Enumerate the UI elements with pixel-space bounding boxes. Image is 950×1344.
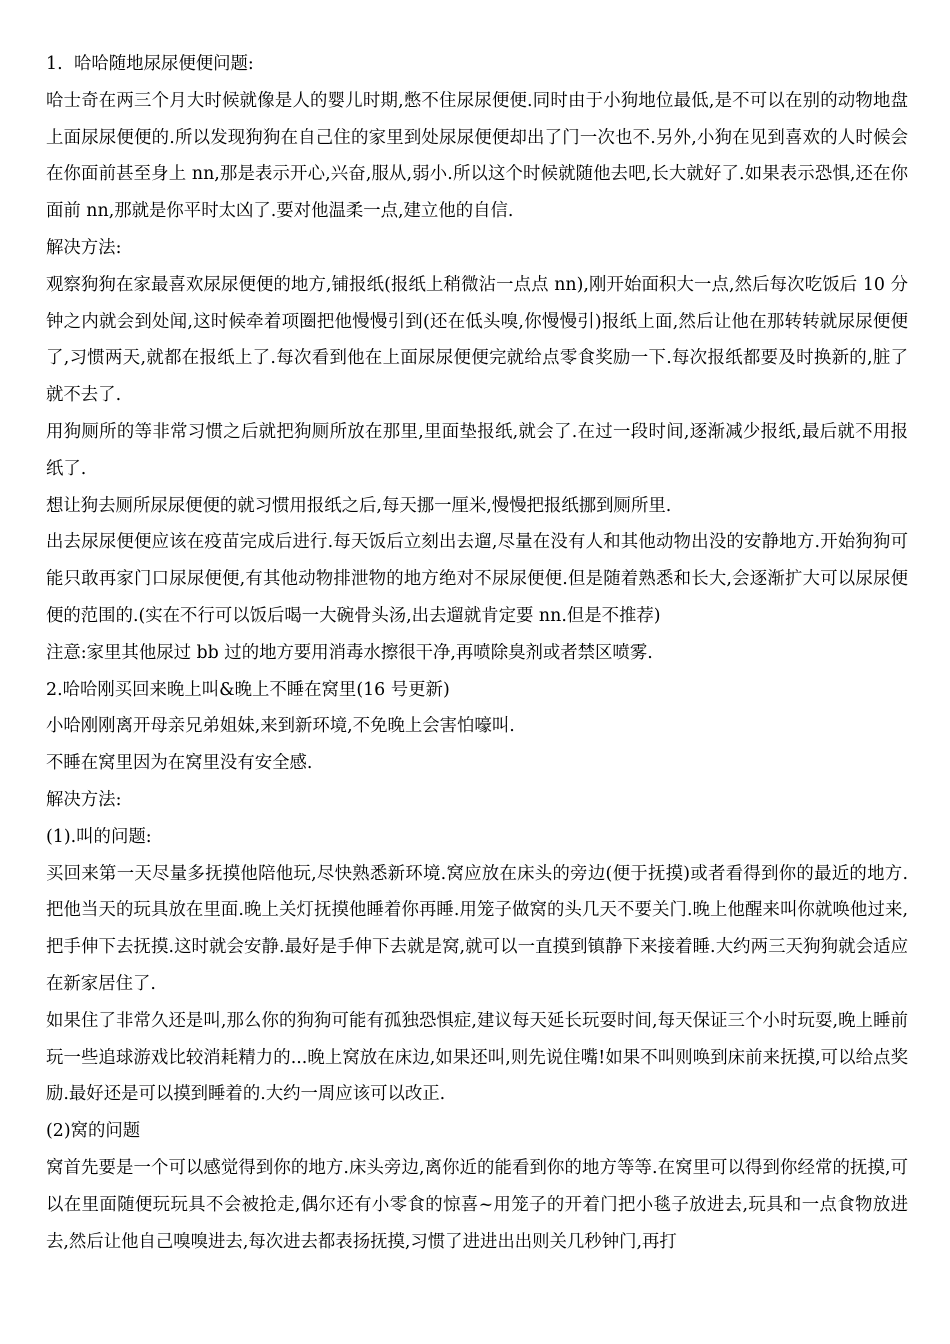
section-1-heading — [46, 46, 908, 83]
section-2-paragraph-kennel: 窝首先要是一个可以感觉得到你的地方.床头旁边,离你近的能看到你的地方等等.在窝里可以得到你经常的抚摸,可以在里面随便玩玩具不会被抢走,偶尔还有小零食的惊喜~用笼子的开着门把小毯子放进去,玩具和一点食物放进去,然后让他自己嗅嗅进去,每次进去都表扬抚摸,习惯了进进出出则关几秒钟门,再打 — [46, 1157, 908, 1252]
section-1-paragraph-outdoors: 出去尿尿便便应该在疫苗完成后进行.每天饭后立刻出去遛,尽量在没有人和其他动物出没的安静地方.开始狗狗可能只敢再家门口尿尿便便,有其他动物排泄物的地方绝对不尿尿便便.但是随着熟悉和长大,会逐渐扩大可以尿尿便便的范围的.(实在不行可以饭后喝一大碗骨头汤,出去遛就肯定要 nn.但是不推荐) — [46, 532, 908, 626]
section-1-paragraph-dog-toilet: 用狗厕所的等非常习惯之后就把狗厕所放在那里,里面垫报纸,就会了.在过一段时间,逐渐减少报纸,最后就不用报纸了. — [46, 421, 908, 479]
section-1-paragraph-bathroom: 想让狗去厕所尿尿便便的就习惯用报纸之后,每天挪一厘米,慢慢把报纸挪到厕所里. — [46, 495, 672, 516]
section-2-subheading-kennel: (2)窝的问题 — [46, 1121, 141, 1142]
section-1-paragraph-newspaper: 观察狗狗在家最喜欢尿尿便便的地方,铺报纸(报纸上稍微沾一点点 nn),刚开始面积大一点,然后每次吃饭后 10 分钟之内就会到处闻,这时候牵着项圈把他慢慢引到(还在低头嗅,你慢慢引)报纸上面,然后让他在那转转就尿尿便便了,习惯两天,就都在报纸上了.每次看到他在上面尿尿便便完就给点零食奖励一下.每次报纸都要及时换新的,脏了就不去了. — [46, 274, 908, 406]
section-2-paragraph-first-days: 买回来第一天尽量多抚摸他陪他玩,尽快熟悉新环境.窝应放在床头的旁边(便于抚摸)或者看得到你的最近的地方.把他当天的玩具放在里面.晚上关灯抚摸他睡着你再睡.用笼子做窝的头几天不要关门.晚上他醒来叫你就唤他过来,把手伸下去抚摸.这时就会安静.最好是手伸下去就是窝,就可以一直摸到镇静下来接着睡.大约两三天狗狗就会适应在新家居住了. — [46, 863, 908, 994]
section-1-note: 注意:家里其他尿过 bb 过的地方要用消毒水擦很干净,再喷除臭剂或者禁区喷雾. — [46, 642, 653, 663]
section-1-solution-label: 解决方法: — [46, 237, 122, 258]
section-2-title: 2.哈哈刚买回来晚上叫&晚上不睡在窝里(16 号更新) — [46, 679, 450, 700]
section-2-paragraph-insecurity: 不睡在窝里因为在窝里没有安全感. — [46, 753, 313, 774]
section-1-number: 1. — [46, 54, 63, 74]
section-1-title: 哈哈随地尿尿便便问题: — [74, 54, 254, 74]
section-2-solution-label: 解决方法: — [46, 789, 122, 810]
section-2-paragraph-fear: 小哈刚刚离开母亲兄弟姐妹,来到新环境,不免晚上会害怕嚎叫. — [46, 716, 515, 737]
document-page — [46, 46, 908, 1260]
section-1-intro: 哈士奇在两三个月大时候就像是人的婴儿时期,憋不住尿尿便便.同时由于小狗地位最低,是不可以在别的动物地盘上面尿尿便便的.所以发现狗狗在自己住的家里到处尿尿便便却出了门一次也不.另外,小狗在见到喜欢的人时候会在你面前甚至身上 nn,那是表示开心,兴奋,服从,弱小.所以这个时候就随他去吧,长大就好了.如果表示恐惧,还在你面前 nn,那就是你平时太凶了.要对他温柔一点,建立他的自信. — [46, 90, 908, 222]
section-2-subheading-barking: (1).叫的问题: — [46, 826, 152, 847]
section-2-paragraph-loneliness: 如果住了非常久还是叫,那么你的狗狗可能有孤独恐惧症,建议每天延长玩耍时间,每天保证三个小时玩耍,晚上睡前玩一些追球游戏比较消耗精力的...晚上窝放在床边,如果还叫,则先说住嘴!如果不叫则唤到床前来抚摸,可以给点奖励.最好还是可以摸到睡着的.大约一周应该可以改正. — [46, 1010, 908, 1105]
